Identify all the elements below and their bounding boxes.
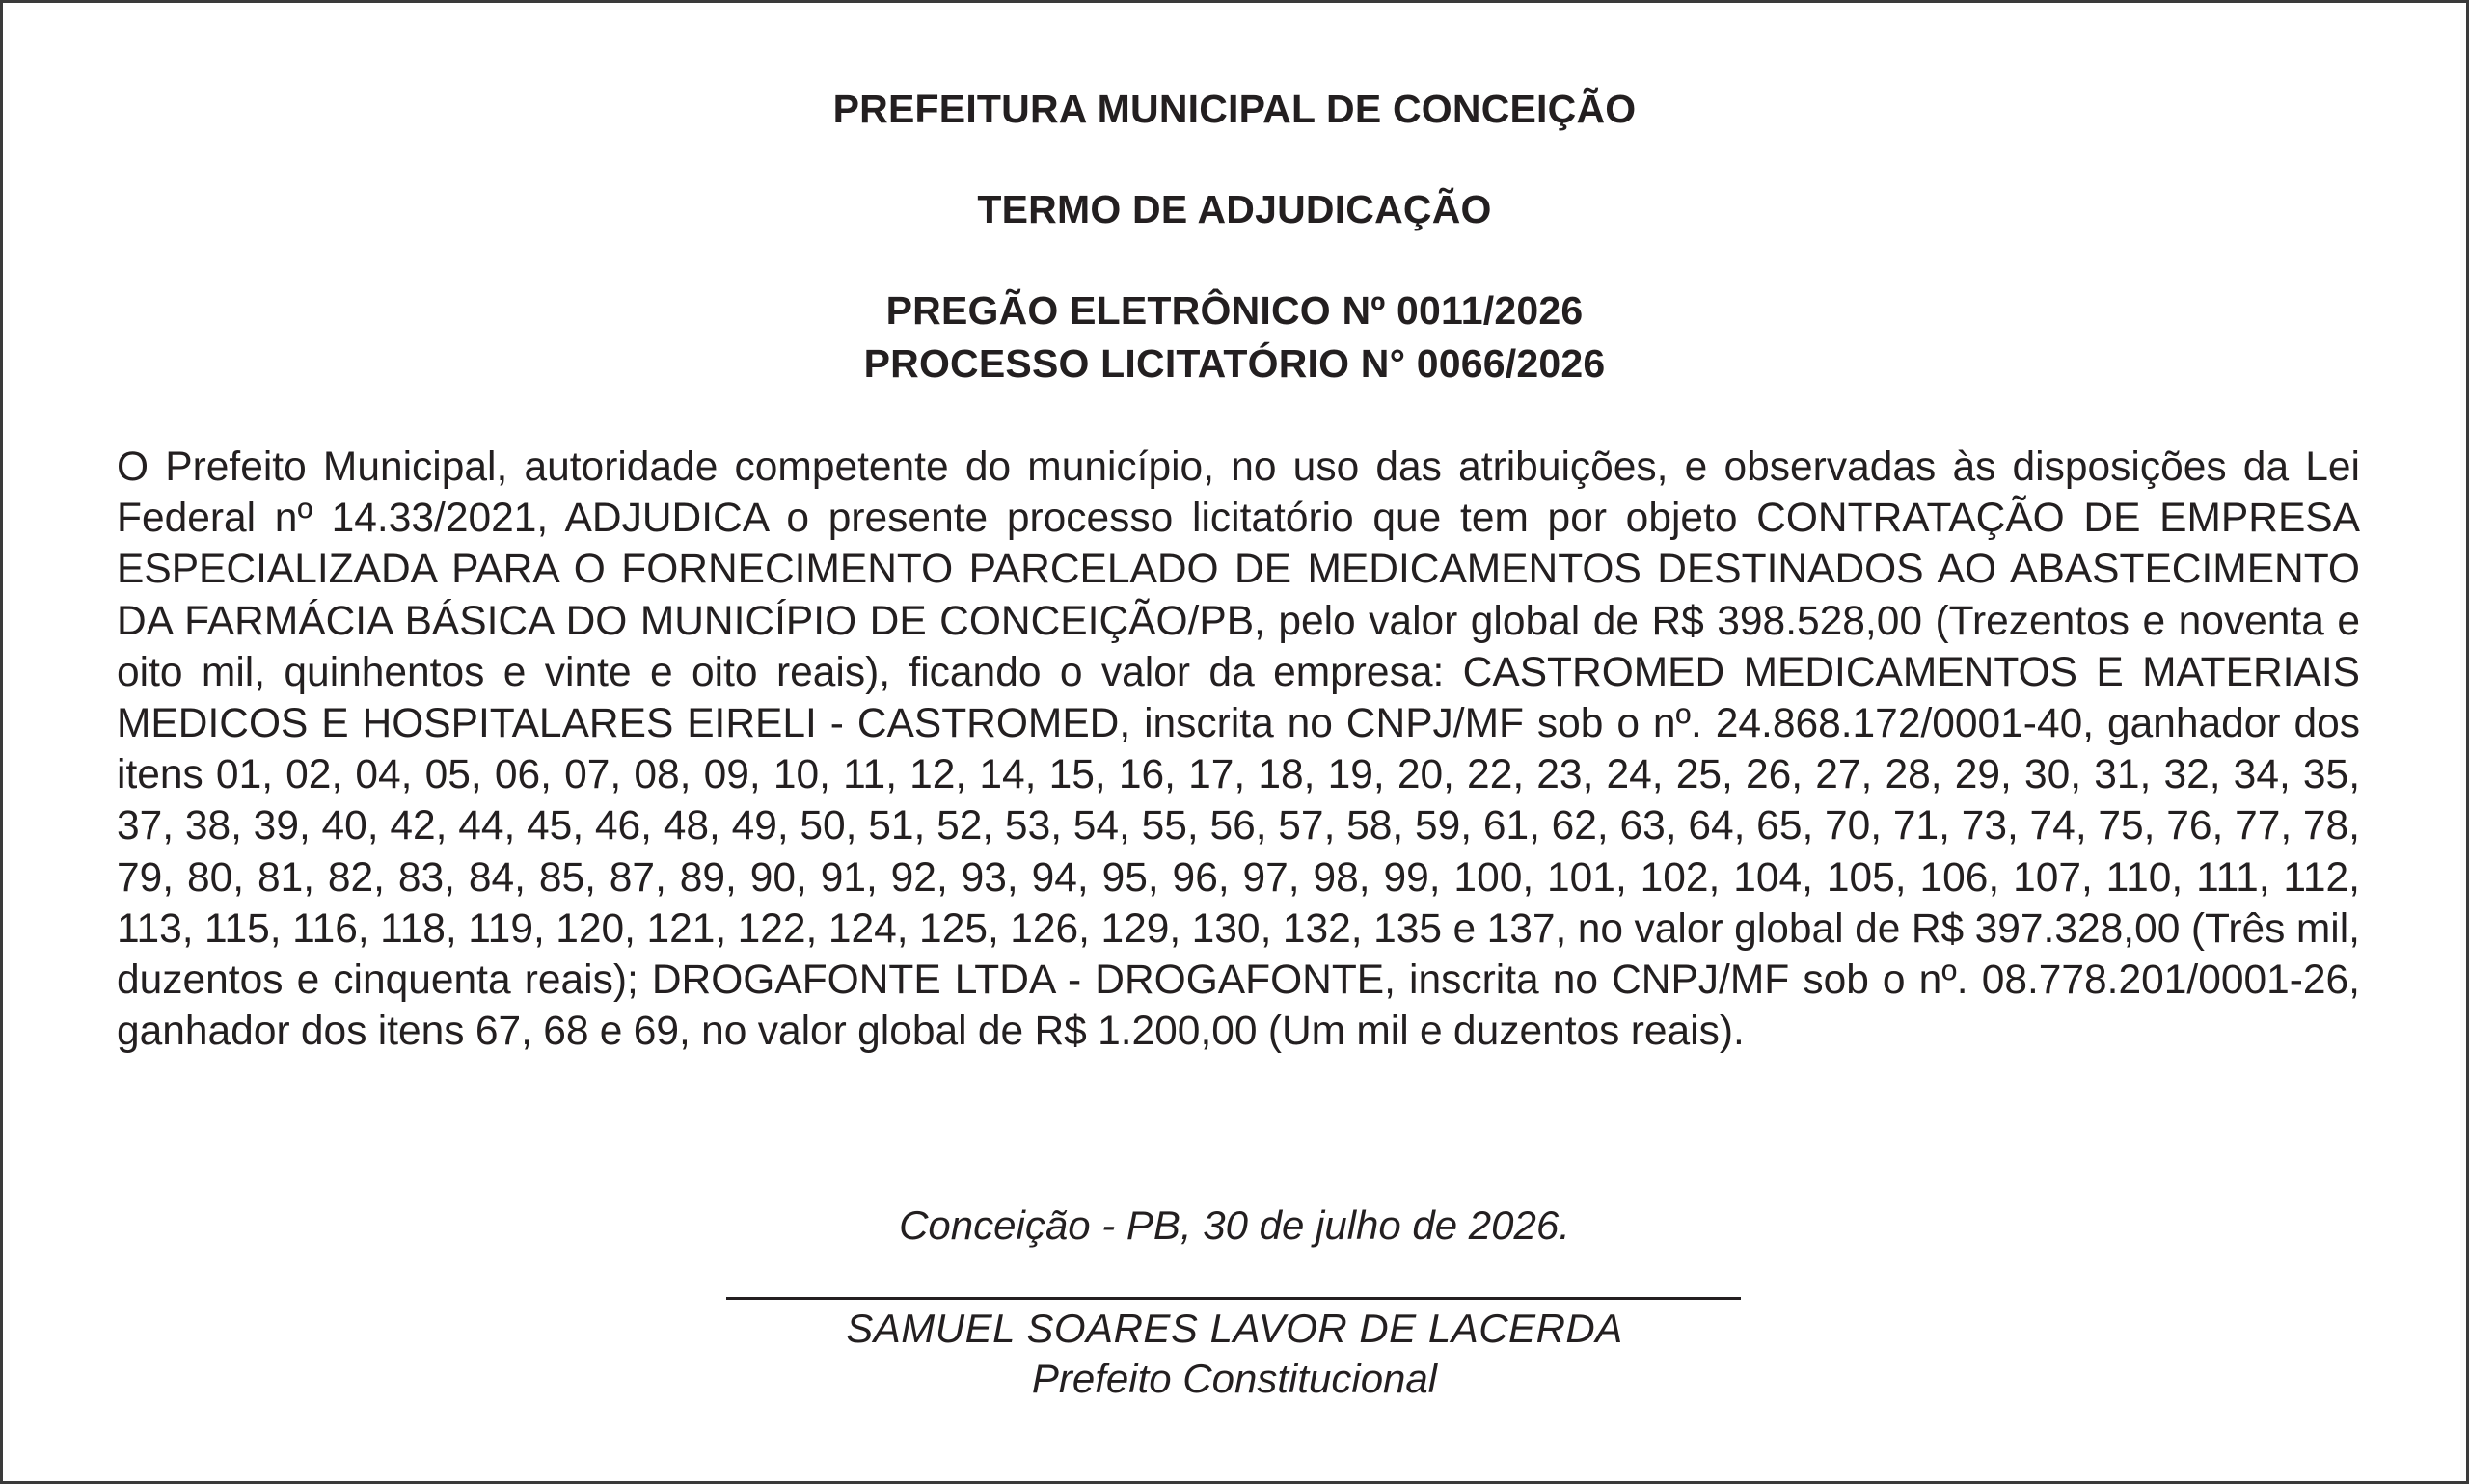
- signer-role: Prefeito Constitucional: [1031, 1356, 1438, 1401]
- place-and-date: Conceição - PB, 30 de julho de 2026.: [899, 1202, 1570, 1248]
- pregao-number: PREGÃO ELETRÔNICO Nº 0011/2026: [885, 288, 1584, 333]
- signer-name: SAMUEL SOARES LAVOR DE LACERDA: [846, 1306, 1623, 1351]
- adjudication-body-text: O Prefeito Municipal, autoridade competente do município, no uso das atribuições, e observadas às disposições da Lei Federal nº 14.33/2021, ADJUDICA o presente processo licitatório que tem por objeto CONTRATAÇÃO DE EMPRESA ESPECIALIZADA PARA O FORNECIMENTO PARCELADO DE MEDICAMENTOS DESTINADOS AO ABASTECIMENTO DA FARMÁCIA BÁSICA DO MUNICÍPIO DE CONCEIÇÃO/PB, pelo valor global de R$ 398.528,00 (Trezentos e noventa e oito mil, quinhentos e vinte e oito reais), ficando o valor da empresa: CASTROMED MEDICAMENTOS E MATERIAIS MEDICOS E HOSPITALARES EIRELI - CASTROMED, inscrita no CNPJ/MF sob o nº. 24.868.172/0001-40, ganhador dos itens 01, 02, 04, 05, 06, 07, 08, 09, 10, 11, 12, 14, 15, 16, 17, 18, 19, 20, 22, 23, 24, 25, 26, 27, 28, 29, 30, 31, 32, 34, 35, 37, 38, 39, 40, 42, 44, 45, 46, 48, 49, 50, 51, 52, 53, 54, 55, 56, 57, 58, 59, 61, 62, 63, 64, 65, 70, 71, 73, 74, 75, 76, 77, 78, 79, 80, 81, 82, 83, 84, 85, 87, 89, 90, 91, 92, 93, 94, 95, 96, 97, 98, 99, 100, 101, 102, 104, 105, 106, 107, 110, 111, 112, 113, 115, 116, 118, 119, 120, 121, 122, 124, 125, 126, 129, 130, 132, 135 e 137, no valor global de R$ 397.328,00 (Três mil, duzentos e cinquenta reais); DROGAFONTE LTDA - DROGAFONTE, inscrita no CNPJ/MF sob o nº. 08.778.201/0001-26, ganhador dos itens 67, 68 e 69, no valor global de R$ 1.200,00 (Um mil e duzentos reais).: [117, 445, 2360, 1055]
- processo-number: PROCESSO LICITATÓRIO N° 0066/2026: [863, 341, 1606, 386]
- signature-line: [726, 1297, 1741, 1300]
- organization-title: PREFEITURA MUNICIPAL DE CONCEIÇÃO: [832, 87, 1637, 131]
- document-type-title: TERMO DE ADJUDICAÇÃO: [977, 187, 1492, 231]
